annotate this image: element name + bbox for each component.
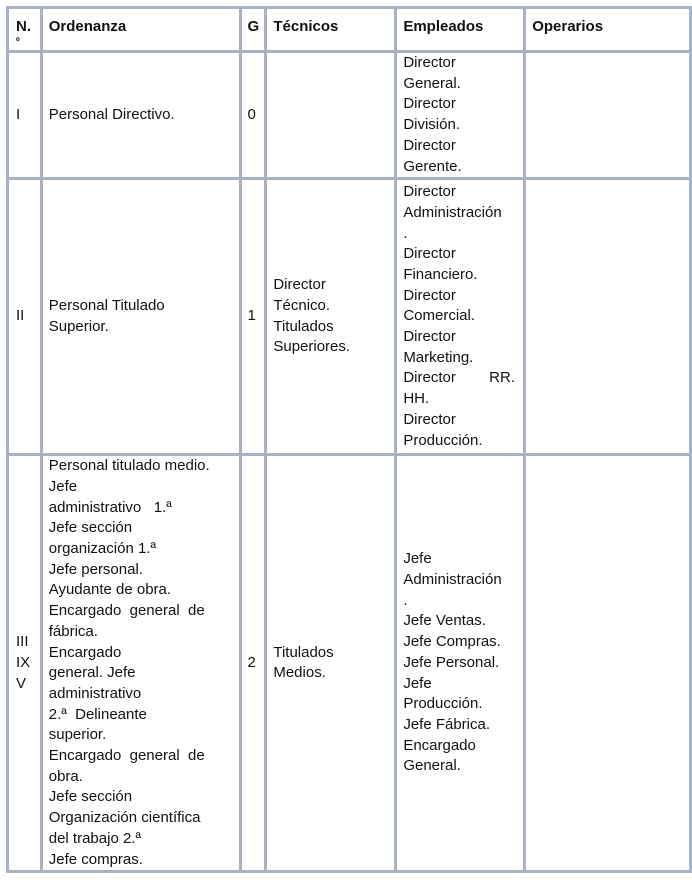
cell-line: Encargado: [48, 643, 122, 661]
cell-line: Jefe Compras.: [403, 633, 501, 651]
cell-operarios: [525, 52, 691, 179]
cell-tecnicos: [266, 52, 396, 179]
cell-line: organización 1.ª: [48, 540, 157, 558]
cell-line: Superior.: [48, 317, 109, 335]
cell-line: obra.: [48, 767, 83, 785]
cell-line: Medios.: [273, 664, 326, 682]
cell-g: 2: [241, 455, 266, 872]
cell-line: III: [16, 633, 29, 651]
cell-line: Jefe sección: [48, 519, 133, 537]
cell-line: Financiero.: [403, 265, 478, 283]
cell-line: Jefe Fábrica.: [403, 716, 491, 733]
table-header-row: [8, 8, 691, 52]
cell-line: Director RR.: [403, 369, 515, 387]
cell-num: [8, 52, 42, 179]
cell-line: administrativo: [48, 684, 142, 702]
cell-line: .: [403, 591, 408, 609]
header-num-label: N.: [16, 18, 31, 35]
cell-line: Administración: [403, 203, 502, 221]
cell-line: IX: [16, 653, 31, 671]
cell-line: Producción.: [403, 695, 483, 713]
cell-num: [8, 455, 42, 872]
cell-line: Personal titulado medio.: [48, 457, 210, 475]
cell-line: Titulados: [273, 643, 334, 661]
cell-ordenanza: [41, 179, 241, 455]
cell-line: 2.ª Delineante: [48, 705, 147, 723]
cell-line: fábrica.: [48, 622, 98, 640]
cell-line: del trabajo 2.ª: [48, 829, 142, 847]
cell-line: Director: [403, 183, 456, 201]
cell-empleados: [396, 179, 525, 455]
cell-line: Jefe: [48, 477, 78, 495]
cell-line: Director: [403, 95, 456, 113]
cell-line: Producción.: [403, 431, 483, 449]
cell-ordenanza: [41, 455, 241, 872]
cell-line: Encargado: [403, 736, 476, 754]
cell-line: Director: [403, 410, 456, 428]
cell-line: HH.: [403, 390, 430, 408]
cell-line: Ayudante de obra.: [48, 581, 172, 599]
ordenanza-table: [6, 6, 692, 873]
cell-operarios: [525, 179, 691, 455]
cell-g: 1: [241, 179, 266, 455]
cell-empleados: [396, 52, 525, 179]
cell-line: Encargado general de: [48, 602, 205, 620]
cell-line: Gerente.: [403, 157, 462, 175]
cell-line: .: [403, 224, 408, 242]
cell-line: I: [16, 105, 21, 123]
cell-line: Director: [403, 328, 456, 346]
cell-line: División.: [403, 116, 460, 134]
cell-empleados: [396, 455, 525, 872]
cell-g: 0: [241, 52, 266, 179]
cell-line: Director: [403, 136, 456, 154]
header-g: G: [241, 8, 266, 52]
cell-line: V: [16, 674, 27, 692]
cell-line: Jefe Ventas.: [403, 612, 486, 630]
cell-line: Jefe Personal.: [403, 653, 500, 671]
cell-line: superior.: [48, 726, 107, 744]
cell-line: General.: [403, 74, 461, 92]
cell-line: Personal Titulado: [48, 297, 165, 315]
header-empleados: Empleados: [396, 8, 525, 52]
cell-line: Jefe: [403, 674, 432, 692]
header-num-sup: º: [16, 36, 20, 48]
cell-line: general. Jefe: [48, 664, 136, 682]
table-row: [8, 52, 691, 179]
cell-ordenanza: [41, 52, 241, 179]
cell-line: II: [16, 307, 25, 325]
cell-line: Jefe compras.: [48, 850, 143, 868]
cell-operarios: [525, 455, 691, 872]
cell-tecnicos: [266, 455, 396, 872]
cell-line: Encargado general de: [48, 747, 205, 765]
cell-line: Jefe sección: [48, 788, 133, 806]
cell-line: Marketing.: [403, 348, 474, 366]
cell-num: [8, 179, 42, 455]
cell-line: Jefe personal.: [48, 560, 143, 578]
cell-line: Comercial.: [403, 307, 475, 325]
cell-line: Técnico.: [273, 297, 331, 315]
cell-line: administrativo 1.ª: [48, 498, 172, 516]
cell-line: Director: [403, 54, 456, 71]
cell-line: Director: [273, 276, 326, 294]
cell-line: Titulados: [273, 317, 334, 335]
cell-line: Personal Directivo.: [48, 105, 175, 123]
cell-line: Jefe: [403, 550, 432, 568]
table-row: [8, 455, 691, 872]
cell-line: Superiores.: [273, 338, 351, 356]
table-row: [8, 179, 691, 455]
header-ordenanza: Ordenanza: [41, 8, 241, 52]
cell-line: Director: [403, 286, 456, 304]
header-num: [8, 8, 42, 52]
cell-line: Director: [403, 245, 456, 263]
cell-line: Organización científica: [48, 809, 201, 827]
cell-tecnicos: [266, 179, 396, 455]
header-tecnicos: Técnicos: [266, 8, 396, 52]
cell-line: General.: [403, 757, 461, 775]
cell-line: Administración: [403, 571, 502, 589]
header-operarios: Operarios: [525, 8, 691, 52]
